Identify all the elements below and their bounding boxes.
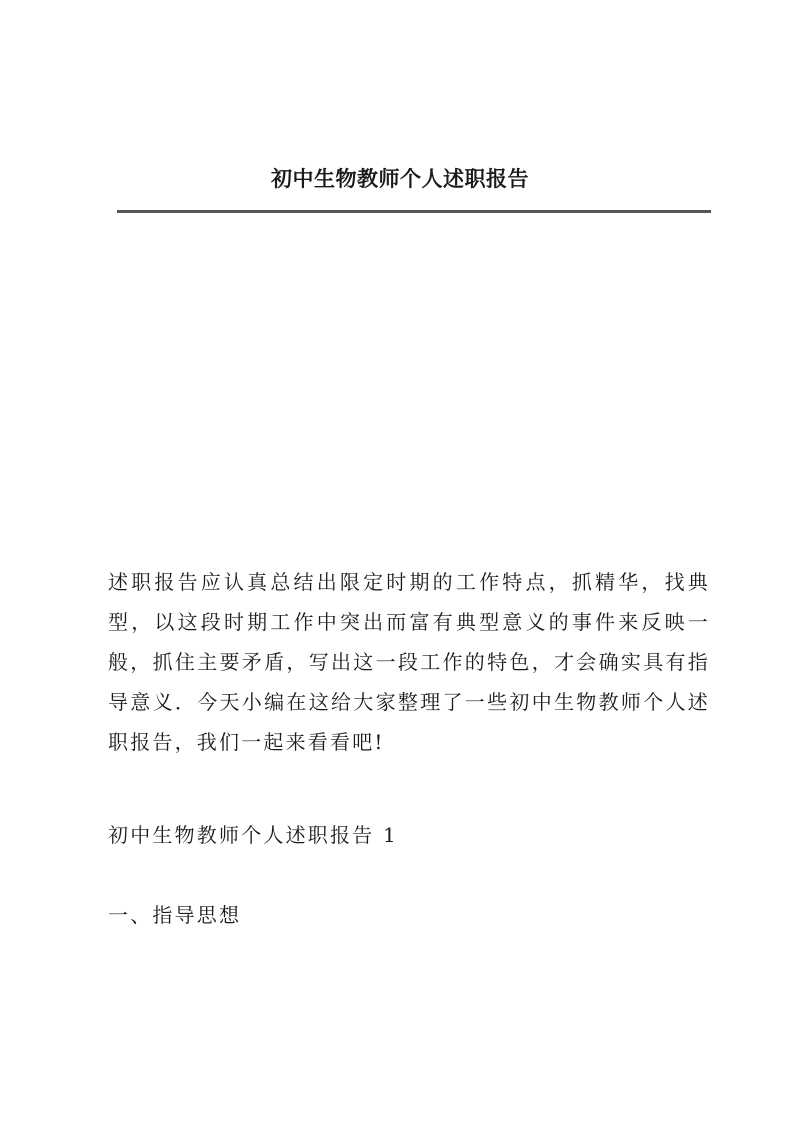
report-heading: 初中生物教师个人述职报告 1: [108, 823, 398, 847]
section-heading-guiding-ideology: 一、指导思想: [108, 903, 242, 927]
intro-paragraph: 述职报告应认真总结出限定时期的工作特点，抓精华，找典型，以这段时期工作中突出而富有典型意义的事件来反映一般，抓住主要矛盾，写出这一段工作的特色，才会确实具有指导意义．今天小编在这给大家整理了一些初中生物教师个人述职报告，我们一起来看看吧!: [108, 570, 710, 754]
title-divider: [117, 210, 711, 213]
document-title: 初中生物教师个人述职报告: [271, 166, 529, 191]
